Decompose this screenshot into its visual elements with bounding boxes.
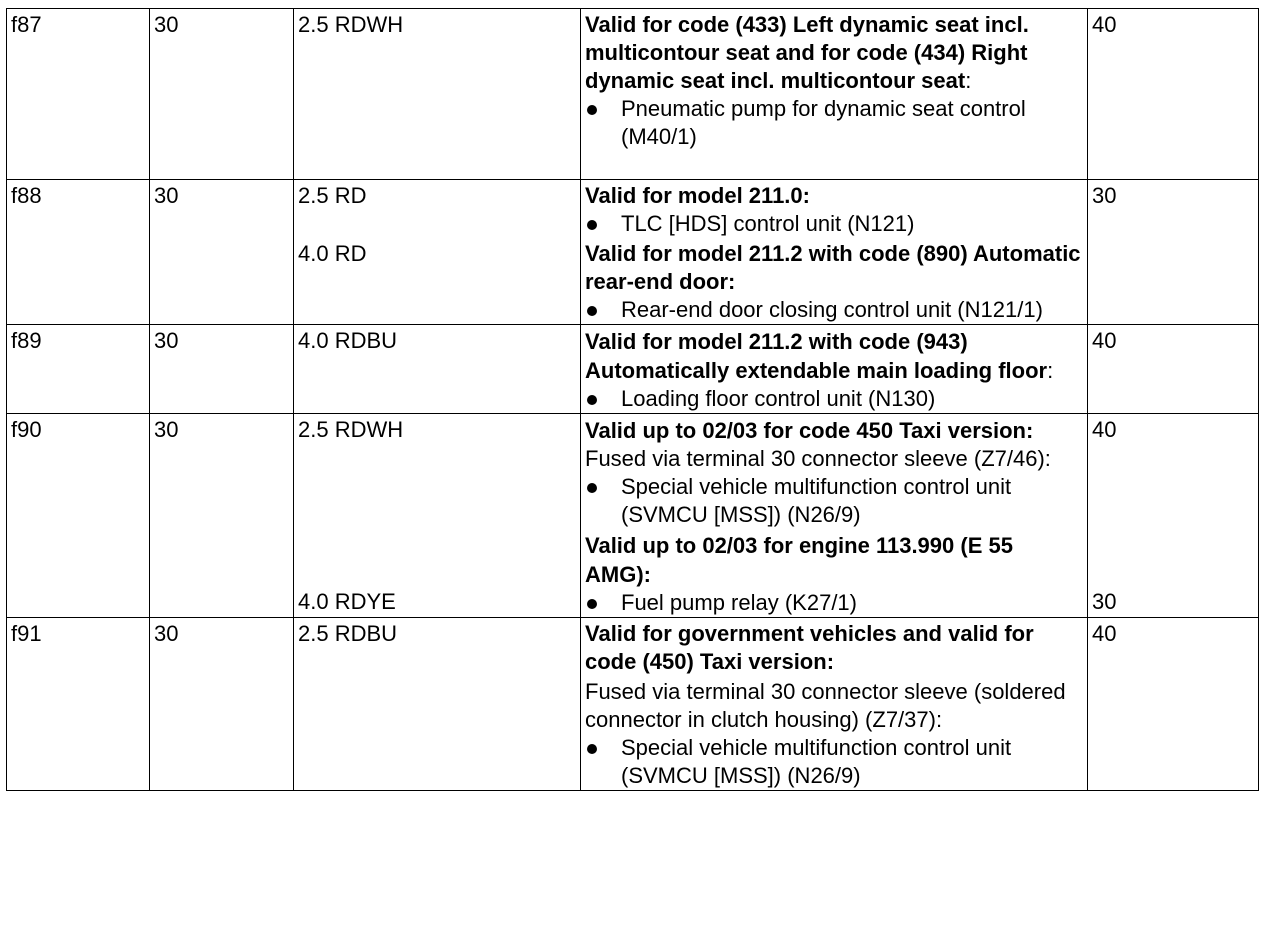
amperage-cell [1088, 618, 1259, 791]
fuse-number-cell [7, 414, 150, 618]
fuse-number: f88 [11, 183, 42, 208]
bullet-text: Pneumatic pump for dynamic seat control (M40/1) [621, 96, 1026, 149]
description-cell [581, 180, 1088, 325]
description-bullet [585, 473, 1083, 529]
bullet-icon [587, 220, 597, 230]
description-cell [581, 325, 1088, 414]
bullet-icon [587, 483, 597, 493]
terminal: 30 [154, 183, 179, 208]
wire-cell [294, 9, 581, 180]
bullet-icon [587, 395, 597, 405]
wire-block [298, 11, 576, 179]
terminal: 30 [154, 621, 179, 646]
amperage-block [1092, 416, 1254, 588]
amperage-cell [1088, 414, 1259, 618]
terminal-cell [150, 9, 294, 180]
wire-cell [294, 618, 581, 791]
description-heading: Valid for model 211.0: [585, 183, 810, 208]
bullet-icon [587, 105, 597, 115]
wire-block [298, 327, 576, 355]
bullet-icon [587, 744, 597, 754]
description-cell [581, 414, 1088, 618]
wire-spec: 2.5 RDWH [298, 417, 404, 442]
description-heading: Valid for code (433) Left dynamic seat incl. multicontour seat and for code (434) Right dynamic seat incl. multicontour seat: [585, 12, 1029, 93]
table-row-f90 [7, 414, 1259, 618]
description-text: Fused via terminal 30 connector sleeve (soldered connector in clutch housing) (Z7/37): [585, 679, 1066, 732]
wire-spec: 4.0 RD [298, 241, 367, 266]
heading-colon: : [1047, 358, 1054, 383]
description-bullet [585, 210, 1083, 238]
amperage: 40 [1092, 328, 1117, 353]
bullet-text: Fuel pump relay (K27/1) [621, 590, 857, 615]
bullet-icon [587, 306, 597, 316]
description-heading: Valid for government vehicles and valid for code (450) Taxi version: [585, 621, 1034, 674]
wire-cell [294, 325, 581, 414]
description-heading [585, 327, 1083, 385]
fuse-number-cell [7, 325, 150, 414]
bullet-text: Rear-end door closing control unit (N121/1) [621, 297, 1043, 322]
description-heading: Valid up to 02/03 for code 450 Taxi version: [585, 418, 1034, 443]
heading-colon: : [965, 68, 972, 93]
fuse-number: f89 [11, 328, 42, 353]
fuse-number-cell [7, 618, 150, 791]
description-bullet [585, 95, 1083, 151]
terminal-cell [150, 180, 294, 325]
heading-text: Valid for model 211.2 with code (943) Automatically extendable main loading floor [585, 329, 1048, 383]
amperage-cell [1088, 180, 1259, 325]
wire-block [298, 620, 576, 648]
bullet-text: Special vehicle multifunction control unit (SVMCU [MSS]) (N26/9) [621, 735, 1012, 788]
bullet-text: TLC [HDS] control unit (N121) [621, 211, 915, 236]
amperage-cell [1088, 9, 1259, 180]
table-row-f87 [7, 9, 1259, 180]
wire-spec: 4.0 RDYE [298, 589, 396, 614]
table-row-f89 [7, 325, 1259, 414]
description-heading: Valid up to 02/03 for engine 113.990 (E 55 AMG): [585, 533, 1013, 587]
description-heading: Valid for model 211.2 with code (890) Automatic rear-end door: [585, 241, 1081, 294]
wire-cell [294, 180, 581, 325]
amperage-cell [1088, 325, 1259, 414]
wire-spec: 4.0 RDBU [298, 328, 398, 353]
wire-spec: 2.5 RDWH [298, 12, 404, 37]
wire-block [298, 588, 576, 616]
wire-spec: 2.5 RDBU [298, 621, 398, 646]
description-bullet [585, 296, 1083, 324]
terminal-cell [150, 325, 294, 414]
bullet-text: Loading floor control unit (N130) [621, 386, 936, 411]
fuse-number-cell [7, 180, 150, 325]
terminal: 30 [154, 12, 179, 37]
amperage: 40 [1092, 12, 1117, 37]
fuse-number: f90 [11, 417, 42, 442]
terminal: 30 [154, 417, 179, 442]
bullet-text: Special vehicle multifunction control unit (SVMCU [MSS]) (N26/9) [621, 474, 1012, 527]
bullet-icon [587, 599, 597, 609]
wire-block [298, 182, 576, 240]
table-row-f88 [7, 180, 1259, 325]
description-bullet [585, 734, 1083, 790]
description-bullet [585, 589, 1083, 617]
description-cell [581, 9, 1088, 180]
terminal: 30 [154, 328, 179, 353]
wire-spec: 2.5 RD [298, 183, 367, 208]
wire-block [298, 416, 576, 588]
fuse-number: f91 [11, 621, 42, 646]
amperage: 30 [1092, 589, 1117, 614]
fuse-number-cell [7, 9, 150, 180]
amperage: 30 [1092, 183, 1117, 208]
terminal-cell [150, 414, 294, 618]
amperage: 40 [1092, 417, 1117, 442]
amperage-block [1092, 588, 1254, 616]
terminal-cell [150, 618, 294, 791]
description-text: Fused via terminal 30 connector sleeve (Z7/46): [585, 446, 1051, 471]
description-bullet [585, 385, 1083, 413]
amperage: 40 [1092, 621, 1117, 646]
fuse-assignment-table [6, 8, 1259, 791]
description-cell [581, 618, 1088, 791]
wire-cell [294, 414, 581, 618]
wire-block [298, 240, 576, 268]
fuse-number: f87 [11, 12, 42, 37]
table-row-f91 [7, 618, 1259, 791]
